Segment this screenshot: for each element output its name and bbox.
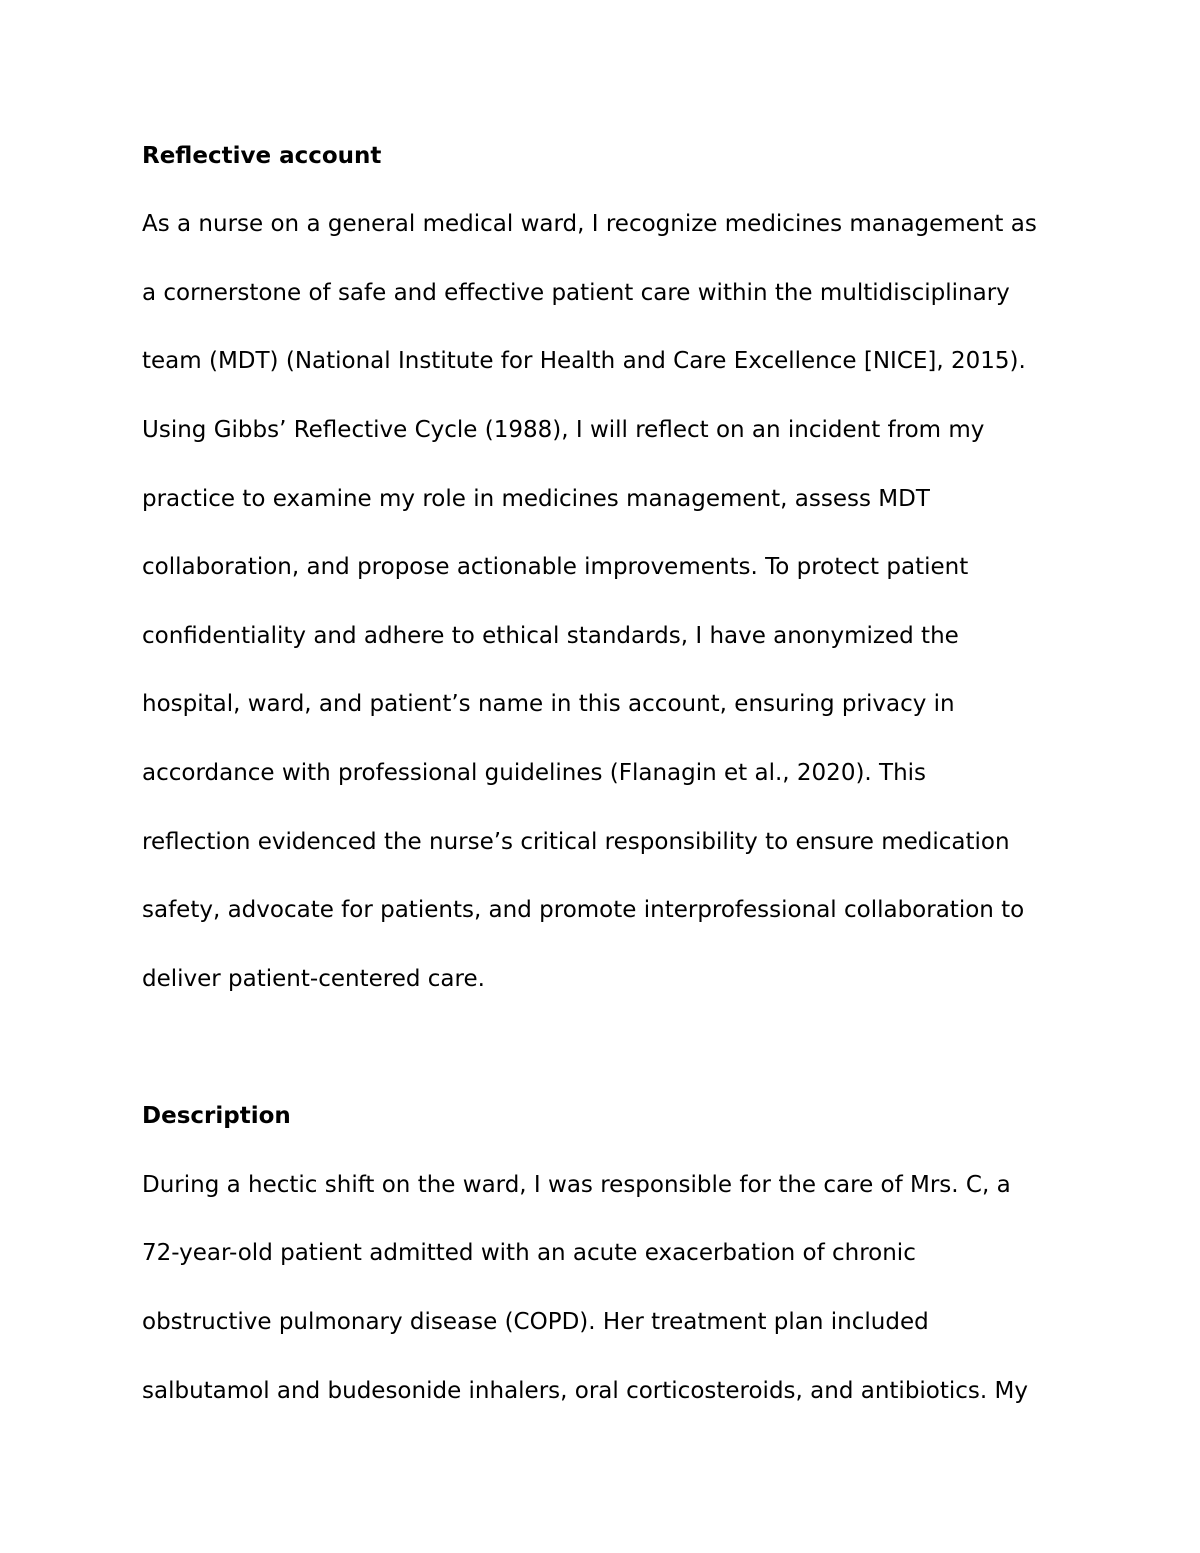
paragraph-line: team (MDT) (National Institute for Health and Care Excellence [NICE], 2015).	[142, 348, 1026, 374]
paragraph-line: practice to examine my role in medicines management, assess MDT	[142, 486, 930, 512]
paragraph-line: Using Gibbs’ Reflective Cycle (1988), I will reflect on an incident from my	[142, 417, 985, 443]
paragraph-line: confidentiality and adhere to ethical standards, I have anonymized the	[142, 623, 959, 649]
paragraph-line: obstructive pulmonary disease (COPD). Her treatment plan included	[142, 1309, 929, 1335]
paragraph-line: salbutamol and budesonide inhalers, oral corticosteroids, and antibiotics. My	[142, 1378, 1028, 1404]
paragraph-line: During a hectic shift on the ward, I was responsible for the care of Mrs. C, a	[142, 1172, 1011, 1198]
paragraph-line: collaboration, and propose actionable improvements. To protect patient	[142, 554, 969, 580]
paragraph-line: safety, advocate for patients, and promote interprofessional collaboration to	[142, 897, 1025, 923]
paragraph-line: As a nurse on a general medical ward, I recognize medicines management as	[142, 211, 1037, 237]
paragraph-line: deliver patient-centered care.	[142, 966, 485, 992]
paragraph-line: hospital, ward, and patient’s name in this account, ensuring privacy in	[142, 691, 955, 717]
paragraph-line: a cornerstone of safe and effective patient care within the multidisciplinary	[142, 280, 1010, 306]
paragraph-line: 72-year-old patient admitted with an acute exacerbation of chronic	[142, 1240, 916, 1266]
paragraph-line: reflection evidenced the nurse’s critical responsibility to ensure medication	[142, 829, 1010, 855]
section-heading-description: Description	[142, 1103, 291, 1129]
paragraph-line: accordance with professional guidelines (Flanagin et al., 2020). This	[142, 760, 927, 786]
section-heading-reflective-account: Reflective account	[142, 143, 382, 169]
